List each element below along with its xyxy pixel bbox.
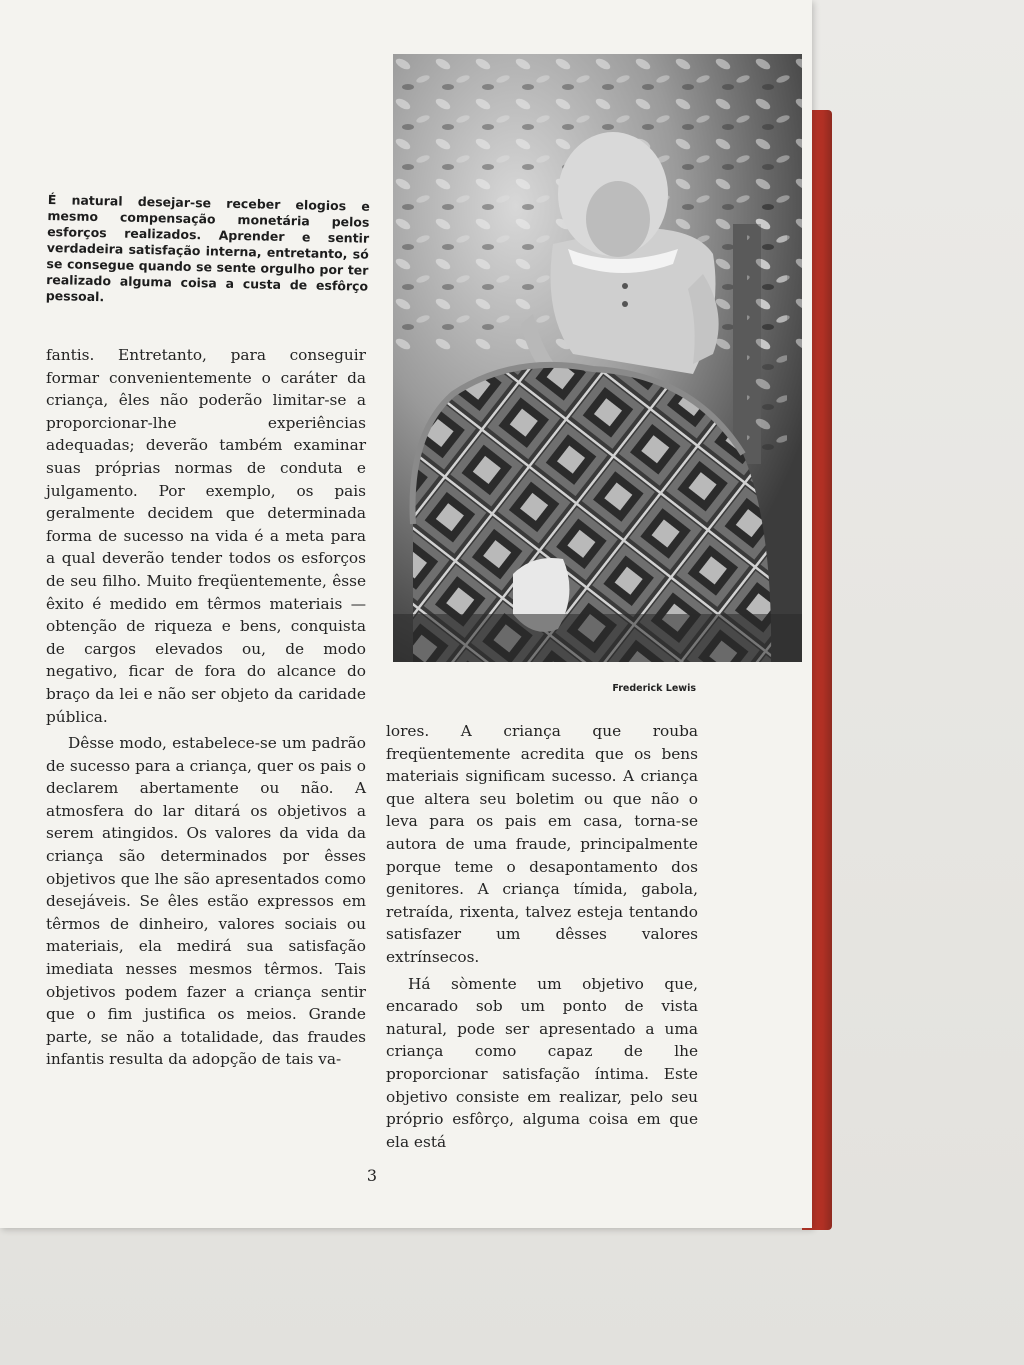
hanging-cloth — [747, 204, 787, 454]
right-paragraph-2: Há sòmente um objetivo que, encarado sob um ponto de vista natural, pode ser apresentado a uma criança como capaz de lhe proporcionar satisfação íntima. Este objetivo consiste em realizar, pelo seu próprio esfôrço, alguma coisa em que ela está — [386, 974, 698, 1151]
photo-caption: É natural desejar-se receber elogios e mesmo compensação monetária pelos esforços realizados. Aprender e sentir verdadeira satisfação interna, entretanto, só se consegue quando se sente orgulho por ter realizado alguma coisa a custa de esfôrço pessoal. — [45, 192, 370, 305]
photo-shadow — [393, 614, 802, 662]
girl-face — [586, 181, 650, 257]
photo-credit: Frederick Lewis — [612, 683, 696, 694]
girl-hooking-rug-photo — [393, 54, 802, 662]
right-text-column — [386, 720, 698, 1153]
dress-button — [622, 301, 628, 307]
left-paragraph-1: fantis. Entretanto, para conseguir formar convenientemente o caráter da criança, êles não poderão limitar-se a proporcionar-lhe experiências adequadas; deverão também examinar suas próprias normas de conduta e julgamento. Por exemplo, os pais geralmente decidem que determinada forma de sucesso na vida é a meta para a qual deverão tender todos os esforços de seu filho. Muito freqüentemente, êsse êxito é medido em têrmos materiais — obtenção de riqueza e bens, conquista de cargos elevados ou, de modo negativo, ficar de fora do alcance do braço da lei e não ser objeto da caridade pública. — [46, 346, 366, 726]
left-text-column — [46, 344, 366, 1071]
left-paragraph-2: Dêsse modo, estabelece-se um padrão de sucesso para a criança, quer os pais o declarem abertamente ou não. A atmosfera do lar ditará os objetivos a serem atingidos. Os valores da vida da criança são determinados por êsses objetivos que lhe são apresentados como desejáveis. Se êles estão expressos em têrmos de dinheiro, valores sociais ou materiais, ela medirá sua satisfação imediata nesses mesmos têrmos. Tais objetivos podem fazer a criança sentir que o fim justifica os meios. Grande parte, se não a totalidade, das fraudes infantis resulta da adopção de tais va- — [46, 734, 366, 1069]
dress-button — [622, 283, 628, 289]
page-number: 3 — [366, 1166, 378, 1185]
right-paragraph-1: lores. A criança que rouba freqüentemente acredita que os bens materiais significam sucesso. A criança que altera seu boletim ou que não o leva para os pais em casa, torna-se autora de uma fraude, principalmente porque teme o desapontamento dos genitores. A criança tímida, gabola, retraída, rixenta, talvez esteja tentando satisfazer um dêsses valores extrínsecos. — [386, 722, 698, 966]
